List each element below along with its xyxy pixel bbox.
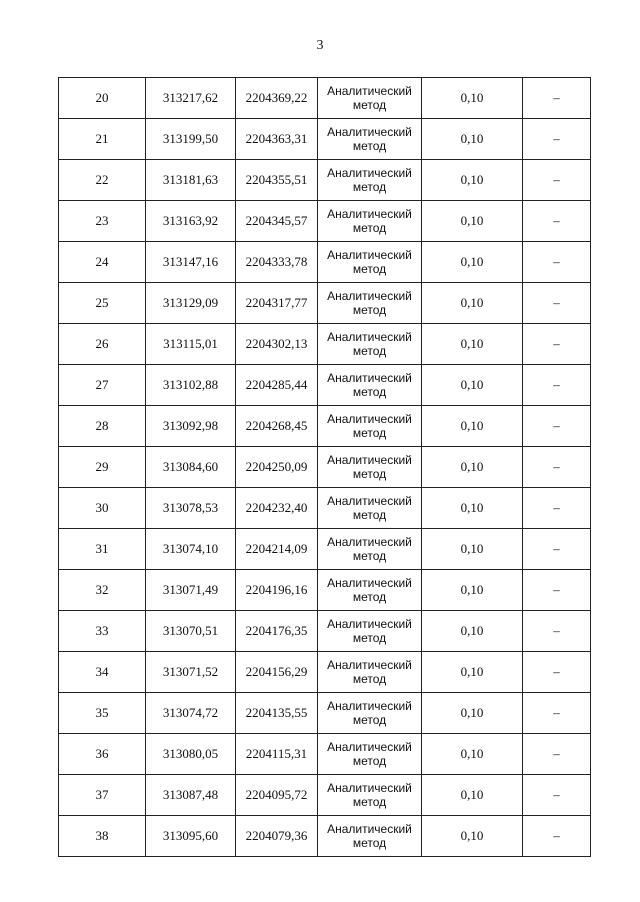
table-row — [59, 488, 591, 529]
x-coordinate-cell: 313181,63 — [146, 160, 236, 201]
note-cell: – — [523, 119, 591, 160]
method-line-1: Аналитический — [327, 494, 412, 508]
method-line-2: метод — [352, 139, 387, 153]
method-cell — [318, 201, 422, 242]
x-coordinate-cell: 313217,62 — [146, 78, 236, 119]
page-number: 3 — [316, 38, 324, 53]
note-cell: – — [523, 611, 591, 652]
point-number-cell: 28 — [59, 406, 146, 447]
accuracy-cell: 0,10 — [422, 324, 523, 365]
x-coordinate-cell: 313071,52 — [146, 652, 236, 693]
method-line-2: метод — [352, 795, 387, 809]
table-row — [59, 242, 591, 283]
method-line-2: метод — [352, 467, 387, 481]
method-cell — [318, 529, 422, 570]
table-row — [59, 693, 591, 734]
y-coordinate-cell: 2204363,31 — [236, 119, 318, 160]
point-number-cell: 34 — [59, 652, 146, 693]
point-number-cell: 24 — [59, 242, 146, 283]
y-coordinate-cell: 2204176,35 — [236, 611, 318, 652]
y-coordinate-cell: 2204156,29 — [236, 652, 318, 693]
table-row — [59, 283, 591, 324]
x-coordinate-cell: 313092,98 — [146, 406, 236, 447]
method-line-1: Аналитический — [327, 658, 412, 672]
x-coordinate-cell: 313115,01 — [146, 324, 236, 365]
point-number-cell: 26 — [59, 324, 146, 365]
method-line-1: Аналитический — [327, 822, 412, 836]
y-coordinate-cell: 2204345,57 — [236, 201, 318, 242]
x-coordinate-cell: 313071,49 — [146, 570, 236, 611]
note-cell: – — [523, 488, 591, 529]
y-coordinate-cell: 2204095,72 — [236, 775, 318, 816]
point-number-cell: 32 — [59, 570, 146, 611]
method-cell — [318, 447, 422, 488]
table-row — [59, 816, 591, 857]
method-line-2: метод — [352, 262, 387, 276]
x-coordinate-cell: 313147,16 — [146, 242, 236, 283]
point-number-cell: 29 — [59, 447, 146, 488]
accuracy-cell: 0,10 — [422, 201, 523, 242]
note-cell: – — [523, 570, 591, 611]
point-number-cell: 20 — [59, 78, 146, 119]
note-cell: – — [523, 734, 591, 775]
note-cell: – — [523, 693, 591, 734]
note-cell: – — [523, 324, 591, 365]
method-line-2: метод — [352, 221, 387, 235]
x-coordinate-cell: 313163,92 — [146, 201, 236, 242]
accuracy-cell: 0,10 — [422, 529, 523, 570]
method-line-2: метод — [352, 549, 387, 563]
method-line-1: Аналитический — [327, 576, 412, 590]
method-cell — [318, 775, 422, 816]
x-coordinate-cell: 313078,53 — [146, 488, 236, 529]
method-line-1: Аналитический — [327, 166, 412, 180]
note-cell: – — [523, 529, 591, 570]
method-line-1: Аналитический — [327, 125, 412, 139]
point-number-cell: 30 — [59, 488, 146, 529]
method-cell — [318, 816, 422, 857]
method-line-1: Аналитический — [327, 207, 412, 221]
method-line-2: метод — [352, 98, 387, 112]
note-cell: – — [523, 406, 591, 447]
accuracy-cell: 0,10 — [422, 693, 523, 734]
accuracy-cell: 0,10 — [422, 775, 523, 816]
x-coordinate-cell: 313087,48 — [146, 775, 236, 816]
method-line-1: Аналитический — [327, 781, 412, 795]
method-line-1: Аналитический — [327, 699, 412, 713]
y-coordinate-cell: 2204214,09 — [236, 529, 318, 570]
accuracy-cell: 0,10 — [422, 447, 523, 488]
y-coordinate-cell: 2204250,09 — [236, 447, 318, 488]
x-coordinate-cell: 313070,51 — [146, 611, 236, 652]
table-row — [59, 529, 591, 570]
method-line-2: метод — [352, 426, 387, 440]
method-line-2: метод — [352, 754, 387, 768]
method-cell — [318, 734, 422, 775]
method-cell — [318, 652, 422, 693]
method-cell — [318, 324, 422, 365]
x-coordinate-cell: 313080,05 — [146, 734, 236, 775]
note-cell: – — [523, 160, 591, 201]
point-number-cell: 23 — [59, 201, 146, 242]
accuracy-cell: 0,10 — [422, 652, 523, 693]
y-coordinate-cell: 2204285,44 — [236, 365, 318, 406]
point-number-cell: 36 — [59, 734, 146, 775]
method-line-1: Аналитический — [327, 84, 412, 98]
coordinates-table-body — [59, 78, 591, 857]
x-coordinate-cell: 313102,88 — [146, 365, 236, 406]
point-number-cell: 31 — [59, 529, 146, 570]
note-cell: – — [523, 447, 591, 488]
note-cell: – — [523, 242, 591, 283]
point-number-cell: 37 — [59, 775, 146, 816]
method-line-1: Аналитический — [327, 412, 412, 426]
table-row — [59, 734, 591, 775]
method-cell — [318, 119, 422, 160]
x-coordinate-cell: 313084,60 — [146, 447, 236, 488]
point-number-cell: 38 — [59, 816, 146, 857]
accuracy-cell: 0,10 — [422, 119, 523, 160]
method-line-1: Аналитический — [327, 740, 412, 754]
accuracy-cell: 0,10 — [422, 406, 523, 447]
accuracy-cell: 0,10 — [422, 611, 523, 652]
y-coordinate-cell: 2204317,77 — [236, 283, 318, 324]
method-line-1: Аналитический — [327, 248, 412, 262]
method-line-2: метод — [352, 508, 387, 522]
y-coordinate-cell: 2204333,78 — [236, 242, 318, 283]
method-line-1: Аналитический — [327, 371, 412, 385]
point-number-cell: 22 — [59, 160, 146, 201]
table-row — [59, 611, 591, 652]
table-row — [59, 365, 591, 406]
method-line-2: метод — [352, 590, 387, 604]
method-line-2: метод — [352, 836, 387, 850]
method-cell — [318, 160, 422, 201]
method-line-2: метод — [352, 303, 387, 317]
table-row — [59, 119, 591, 160]
note-cell: – — [523, 283, 591, 324]
y-coordinate-cell: 2204369,22 — [236, 78, 318, 119]
table-row — [59, 78, 591, 119]
point-number-cell: 35 — [59, 693, 146, 734]
method-line-2: метод — [352, 631, 387, 645]
note-cell: – — [523, 365, 591, 406]
table-row — [59, 447, 591, 488]
point-number-cell: 27 — [59, 365, 146, 406]
table-row — [59, 201, 591, 242]
y-coordinate-cell: 2204268,45 — [236, 406, 318, 447]
accuracy-cell: 0,10 — [422, 816, 523, 857]
note-cell: – — [523, 201, 591, 242]
x-coordinate-cell: 313199,50 — [146, 119, 236, 160]
method-line-1: Аналитический — [327, 453, 412, 467]
table-row — [59, 570, 591, 611]
method-line-1: Аналитический — [327, 617, 412, 631]
method-line-1: Аналитический — [327, 535, 412, 549]
table-row — [59, 775, 591, 816]
point-number-cell: 25 — [59, 283, 146, 324]
accuracy-cell: 0,10 — [422, 365, 523, 406]
x-coordinate-cell: 313074,10 — [146, 529, 236, 570]
accuracy-cell: 0,10 — [422, 488, 523, 529]
method-line-2: метод — [352, 180, 387, 194]
method-cell — [318, 78, 422, 119]
point-number-cell: 21 — [59, 119, 146, 160]
table-row — [59, 160, 591, 201]
method-cell — [318, 488, 422, 529]
y-coordinate-cell: 2204232,40 — [236, 488, 318, 529]
method-cell — [318, 365, 422, 406]
table-row — [59, 652, 591, 693]
y-coordinate-cell: 2204196,16 — [236, 570, 318, 611]
accuracy-cell: 0,10 — [422, 78, 523, 119]
accuracy-cell: 0,10 — [422, 734, 523, 775]
method-cell — [318, 611, 422, 652]
coordinates-table — [58, 77, 591, 857]
method-cell — [318, 283, 422, 324]
x-coordinate-cell: 313074,72 — [146, 693, 236, 734]
method-cell — [318, 242, 422, 283]
y-coordinate-cell: 2204079,36 — [236, 816, 318, 857]
y-coordinate-cell: 2204135,55 — [236, 693, 318, 734]
accuracy-cell: 0,10 — [422, 242, 523, 283]
point-number-cell: 33 — [59, 611, 146, 652]
accuracy-cell: 0,10 — [422, 283, 523, 324]
table-row — [59, 324, 591, 365]
method-line-2: метод — [352, 672, 387, 686]
method-line-2: метод — [352, 344, 387, 358]
method-cell — [318, 570, 422, 611]
method-line-1: Аналитический — [327, 330, 412, 344]
accuracy-cell: 0,10 — [422, 570, 523, 611]
y-coordinate-cell: 2204355,51 — [236, 160, 318, 201]
accuracy-cell: 0,10 — [422, 160, 523, 201]
method-line-2: метод — [352, 385, 387, 399]
table-row — [59, 406, 591, 447]
x-coordinate-cell: 313095,60 — [146, 816, 236, 857]
method-cell — [318, 406, 422, 447]
method-cell — [318, 693, 422, 734]
note-cell: – — [523, 775, 591, 816]
y-coordinate-cell: 2204115,31 — [236, 734, 318, 775]
method-line-2: метод — [352, 713, 387, 727]
x-coordinate-cell: 313129,09 — [146, 283, 236, 324]
method-line-1: Аналитический — [327, 289, 412, 303]
note-cell: – — [523, 78, 591, 119]
note-cell: – — [523, 652, 591, 693]
note-cell: – — [523, 816, 591, 857]
y-coordinate-cell: 2204302,13 — [236, 324, 318, 365]
